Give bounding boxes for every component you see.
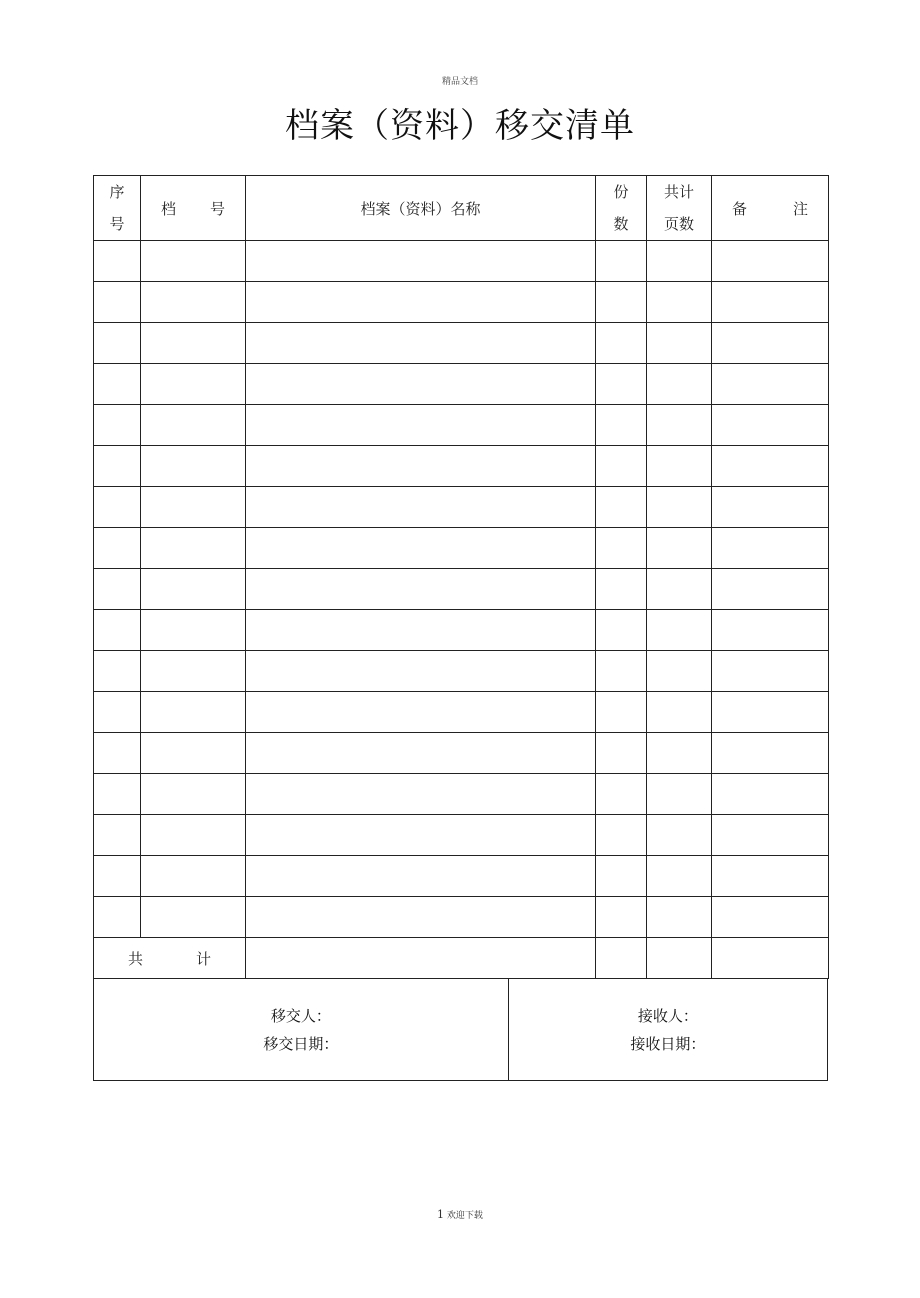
code-cell[interactable] (141, 241, 246, 282)
table-row (94, 897, 829, 938)
code-cell[interactable] (141, 815, 246, 856)
total-row (94, 938, 829, 979)
name-cell[interactable] (246, 815, 596, 856)
name-cell[interactable] (246, 405, 596, 446)
pages-cell[interactable] (647, 487, 712, 528)
name-cell[interactable] (246, 651, 596, 692)
code-cell[interactable] (141, 446, 246, 487)
name-cell[interactable] (246, 446, 596, 487)
total-copies-cell[interactable] (596, 938, 647, 979)
table-row (94, 323, 829, 364)
name-cell[interactable] (246, 856, 596, 897)
seq-cell[interactable] (94, 569, 141, 610)
remark-cell[interactable] (712, 815, 829, 856)
pages-cell[interactable] (647, 569, 712, 610)
total-char1: 共 (128, 949, 144, 968)
remark-cell[interactable] (712, 692, 829, 733)
pages-cell[interactable] (647, 651, 712, 692)
code-cell[interactable] (141, 405, 246, 446)
transfer-list-sheet (93, 175, 828, 1081)
header-copies-line1: 份 (613, 183, 629, 201)
remark-cell[interactable] (712, 282, 829, 323)
receive-date-label: 接收日期： (630, 1034, 706, 1053)
total-remark-cell[interactable] (712, 938, 829, 979)
name-cell[interactable] (246, 692, 596, 733)
name-cell[interactable] (246, 364, 596, 405)
pages-cell[interactable] (647, 282, 712, 323)
seq-cell[interactable] (94, 856, 141, 897)
pages-cell[interactable] (647, 774, 712, 815)
header-remark-char2: 注 (792, 199, 808, 218)
pages-cell[interactable] (647, 815, 712, 856)
name-cell[interactable] (246, 733, 596, 774)
code-cell[interactable] (141, 323, 246, 364)
code-cell[interactable] (141, 651, 246, 692)
header-remark-char1: 备 (732, 199, 748, 218)
copies-cell[interactable] (596, 569, 647, 610)
remark-cell[interactable] (712, 364, 829, 405)
pages-cell[interactable] (647, 364, 712, 405)
table-row (94, 856, 829, 897)
remark-cell[interactable] (712, 610, 829, 651)
remark-cell[interactable] (712, 856, 829, 897)
code-cell[interactable] (141, 856, 246, 897)
remark-cell[interactable] (712, 446, 829, 487)
table-header-row (94, 176, 829, 241)
seq-cell[interactable] (94, 774, 141, 815)
seq-cell[interactable] (94, 897, 141, 938)
receiver-block (509, 979, 827, 1080)
code-cell[interactable] (141, 282, 246, 323)
header-copies-line2: 数 (613, 215, 629, 233)
receiver-label: 接收人： (637, 1006, 698, 1025)
seq-cell[interactable] (94, 733, 141, 774)
remark-cell[interactable] (712, 323, 829, 364)
header-pages-line1: 共计 (663, 183, 694, 201)
table-row (94, 569, 829, 610)
code-cell[interactable] (141, 569, 246, 610)
seq-cell[interactable] (94, 528, 141, 569)
code-cell[interactable] (141, 774, 246, 815)
code-cell[interactable] (141, 610, 246, 651)
pages-cell[interactable] (647, 405, 712, 446)
seq-cell[interactable] (94, 405, 141, 446)
table-row (94, 692, 829, 733)
copies-cell[interactable] (596, 446, 647, 487)
copies-cell[interactable] (596, 651, 647, 692)
table-row (94, 241, 829, 282)
table-row (94, 282, 829, 323)
pages-cell[interactable] (647, 446, 712, 487)
remark-cell[interactable] (712, 405, 829, 446)
copies-cell[interactable] (596, 774, 647, 815)
table-row (94, 774, 829, 815)
table-row (94, 651, 829, 692)
watermark-text: 精品文档 (441, 77, 478, 87)
pages-cell[interactable] (647, 692, 712, 733)
copies-cell[interactable] (596, 856, 647, 897)
seq-cell[interactable] (94, 651, 141, 692)
code-cell[interactable] (141, 733, 246, 774)
name-cell[interactable] (246, 528, 596, 569)
copies-cell[interactable] (596, 323, 647, 364)
header-code-char1: 档 (161, 199, 177, 218)
seq-cell[interactable] (94, 364, 141, 405)
pages-cell[interactable] (647, 241, 712, 282)
code-cell[interactable] (141, 692, 246, 733)
copies-cell[interactable] (596, 815, 647, 856)
copies-cell[interactable] (596, 733, 647, 774)
name-cell[interactable] (246, 282, 596, 323)
remark-cell[interactable] (712, 733, 829, 774)
table-row (94, 815, 829, 856)
seq-cell[interactable] (94, 241, 141, 282)
total-char2: 计 (195, 949, 211, 968)
table-row (94, 610, 829, 651)
remark-cell[interactable] (712, 528, 829, 569)
header-pages (647, 176, 712, 241)
copies-cell[interactable] (596, 610, 647, 651)
copies-cell[interactable] (596, 364, 647, 405)
copies-cell[interactable] (596, 282, 647, 323)
code-cell[interactable] (141, 364, 246, 405)
copies-cell[interactable] (596, 897, 647, 938)
header-copies (596, 176, 647, 241)
table-row (94, 446, 829, 487)
name-cell[interactable] (246, 323, 596, 364)
copies-cell[interactable] (596, 241, 647, 282)
total-label (94, 938, 246, 979)
code-cell[interactable] (141, 528, 246, 569)
copies-cell[interactable] (596, 487, 647, 528)
page-footer (0, 1208, 920, 1221)
seq-cell[interactable] (94, 815, 141, 856)
name-cell[interactable] (246, 487, 596, 528)
pages-cell[interactable] (647, 323, 712, 364)
pages-cell[interactable] (647, 610, 712, 651)
table-row (94, 364, 829, 405)
header-seq (94, 176, 141, 241)
header-seq-line2: 号 (109, 215, 125, 233)
pages-cell[interactable] (647, 856, 712, 897)
remark-cell[interactable] (712, 487, 829, 528)
seq-cell[interactable] (94, 282, 141, 323)
total-pages-cell[interactable] (647, 938, 712, 979)
pages-cell[interactable] (647, 528, 712, 569)
transfer-date-label: 移交日期： (263, 1034, 339, 1053)
seq-cell[interactable] (94, 692, 141, 733)
remark-cell[interactable] (712, 651, 829, 692)
remark-cell[interactable] (712, 774, 829, 815)
seq-cell[interactable] (94, 323, 141, 364)
pages-cell[interactable] (647, 733, 712, 774)
remark-cell[interactable] (712, 897, 829, 938)
copies-cell[interactable] (596, 528, 647, 569)
seq-cell[interactable] (94, 446, 141, 487)
header-code-char2: 号 (209, 199, 225, 218)
signature-section (93, 979, 828, 1081)
transferor-block (94, 979, 509, 1080)
header-code (141, 176, 246, 241)
header-pages-line2: 页数 (663, 215, 694, 233)
page-title: 档案（资料）移交清单 (285, 106, 635, 146)
code-cell[interactable] (141, 487, 246, 528)
code-cell[interactable] (141, 897, 246, 938)
table-row (94, 487, 829, 528)
table-row (94, 528, 829, 569)
remark-cell[interactable] (712, 241, 829, 282)
copies-cell[interactable] (596, 405, 647, 446)
name-cell[interactable] (246, 610, 596, 651)
header-seq-line1: 序 (109, 183, 125, 201)
transfer-table (93, 175, 829, 979)
total-name-cell[interactable] (246, 938, 596, 979)
seq-cell[interactable] (94, 610, 141, 651)
transferor-label: 移交人： (270, 1006, 331, 1025)
seq-cell[interactable] (94, 487, 141, 528)
copies-cell[interactable] (596, 692, 647, 733)
header-name: 档案（资料）名称 (246, 176, 596, 241)
name-cell[interactable] (246, 897, 596, 938)
footer-text: 欢迎下载 (446, 1211, 483, 1221)
remark-cell[interactable] (712, 569, 829, 610)
table-row (94, 733, 829, 774)
name-cell[interactable] (246, 241, 596, 282)
table-row (94, 405, 829, 446)
pages-cell[interactable] (647, 897, 712, 938)
header-remark (712, 176, 829, 241)
page-number: 1 (437, 1208, 445, 1221)
name-cell[interactable] (246, 569, 596, 610)
name-cell[interactable] (246, 774, 596, 815)
